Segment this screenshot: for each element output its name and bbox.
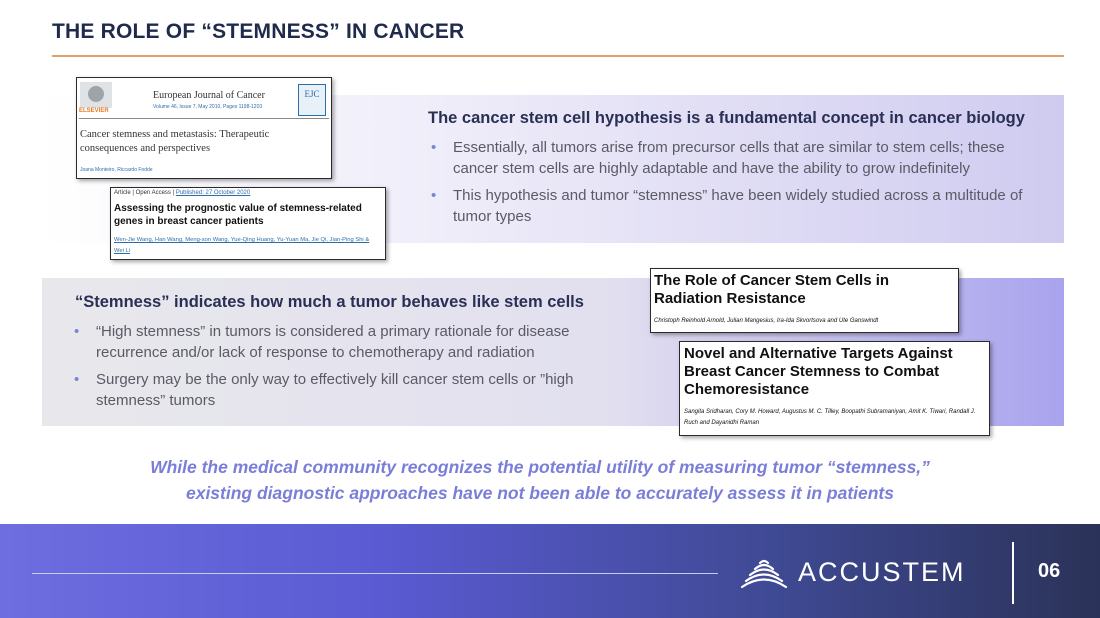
- header-divider: [79, 118, 329, 119]
- journal-name: European Journal of Cancer: [153, 90, 265, 101]
- article-meta: Article | Open Access | Published: 27 October 2020: [114, 190, 251, 196]
- section1-bullet: [431, 137, 1053, 179]
- section2-bullet: [74, 321, 626, 363]
- bullet-text: Essentially, all tumors arise from precursor cells that are similar to stem cells; these cancer stem cells are highly adaptable and have the ability to grow indefinitely: [453, 139, 1005, 177]
- section1-heading: The cancer stem cell hypothesis is a fundamental concept in cancer biology: [428, 109, 1025, 127]
- paper-title: Cancer stemness and metastasis: Therapeutic consequences and perspectives: [80, 129, 270, 154]
- title-divider: [52, 55, 1064, 57]
- page-number: 06: [1038, 560, 1061, 582]
- publisher-label: ELSEVIER: [79, 108, 109, 114]
- access-badge: Open Access: [135, 190, 171, 196]
- paper-authors: Wen-Jie Wang, Han Wang, Meng-son Wang, Yue-Qing Huang, Yu-Yuan Ma, Jie Qi, Jian-Ping Shi & Wei Li: [114, 237, 370, 254]
- paper-title: The Role of Cancer Stem Cells in Radiation Resistance: [654, 272, 890, 307]
- article-type: Article: [114, 190, 131, 196]
- footer-rule: [32, 573, 718, 574]
- section2-heading: “Stemness” indicates how much a tumor behaves like stem cells: [75, 293, 584, 311]
- paper-ejc-thumbnail: [76, 77, 332, 179]
- paper-title: Assessing the prognostic value of stemness-related genes in breast cancer patients: [114, 203, 362, 227]
- ejc-cover-icon: EJC: [298, 84, 326, 116]
- published-date: Published: 27 October 2020: [175, 190, 251, 196]
- footer-divider: [1012, 542, 1014, 604]
- slide-title: THE ROLE OF “STEMNESS” IN CANCER: [52, 20, 465, 43]
- bullet-text: This hypothesis and tumor “stemness” have been widely studied across a multitude of tumor types: [453, 187, 1023, 225]
- paper-radiation-thumbnail: [650, 268, 959, 333]
- bullet-icon: •: [74, 323, 80, 340]
- section1-bullet: [431, 185, 1033, 227]
- paper-stemness-genes-thumbnail: [110, 187, 386, 260]
- bullet-icon: •: [74, 371, 80, 388]
- bullet-icon: •: [431, 139, 437, 156]
- paper-authors: Joana Monteiro, Riccardo Fodde: [80, 167, 153, 173]
- slide-footer: [0, 524, 1100, 618]
- conclusion-line-1: While the medical community recognizes the potential utility of measuring tumor “stemness,”: [150, 457, 930, 477]
- bullet-text: “High stemness” in tumors is considered a primary rationale for disease recurrence and/or lack of response to chemotherapy and radiation: [96, 323, 570, 361]
- paper-authors: Sangita Sridharan, Cory M. Howard, Augustus M. C. Tilley, Boopathi Subramaniyan, Amit K. Tiwari, Randall J. Ruch and Dayanidhi Raman: [684, 409, 976, 426]
- section2-bullet: [74, 369, 626, 411]
- paper-title: Novel and Alternative Targets Against Breast Cancer Stemness to Combat Chemoresistance: [684, 345, 953, 398]
- conclusion-line-2: existing diagnostic approaches have not been able to accurately assess it in patients: [185, 483, 894, 503]
- bullet-text: Surgery may be the only way to effectively kill cancer stem cells or ”high stemness” tumors: [96, 371, 574, 409]
- accustem-logo-icon: [738, 554, 790, 590]
- bullet-icon: •: [431, 187, 437, 204]
- elsevier-tree-icon: [80, 82, 112, 108]
- brand-name: ACCUSTEM: [798, 557, 966, 587]
- conclusion-statement: [90, 454, 990, 506]
- journal-volume: Volume 46, Issue 7, May 2010, Pages 1198-1203: [153, 104, 263, 110]
- paper-chemoresistance-thumbnail: [679, 341, 990, 436]
- paper-authors: Christoph Reinhold Arnold, Julian Mangesius, Ira-Ida Skvortsova and Ute Ganswindt: [654, 318, 879, 324]
